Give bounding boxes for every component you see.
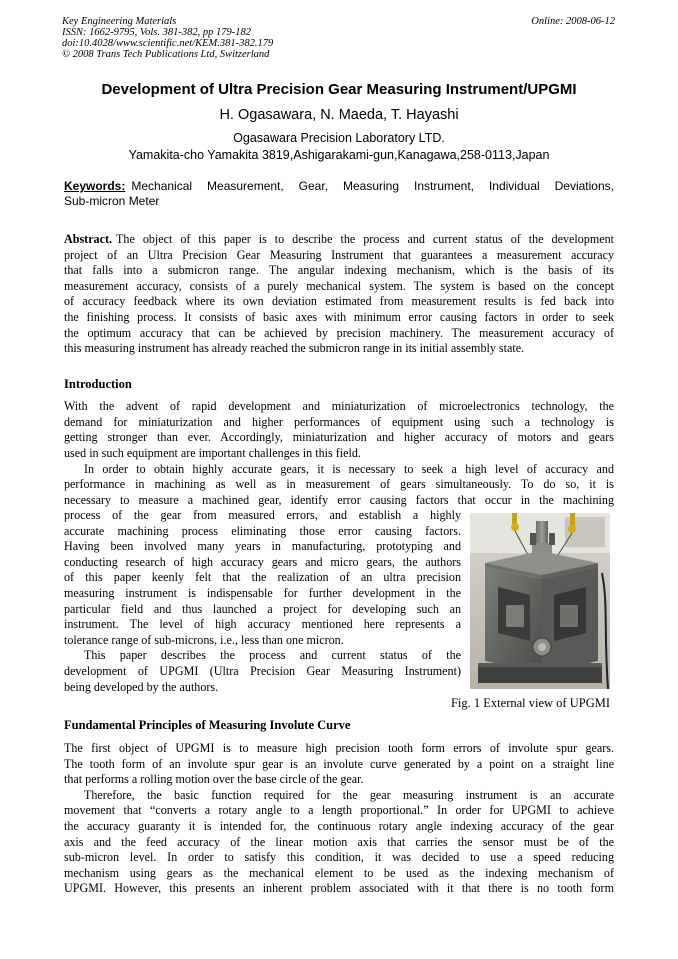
intro-line: Having been involved many years in manufacturing, prototyping and: [64, 539, 461, 554]
section-2-line: The first object of UPGMI is to measure high precision tooth form errors of involute spur gears.: [64, 741, 614, 755]
journal-issn: ISSN: 1662-9795, Vols. 381-382, pp 179-182: [62, 27, 251, 38]
abstract-line: of accuracy feedback where its own deviation estimated from measurement results is fed back into: [64, 294, 614, 309]
abstract-line: the optimum accuracy that can be achieved by precision machinery. The measurement accuracy of: [64, 325, 614, 340]
intro-line: This paper describes the process and current status of the: [84, 648, 461, 663]
section-2-line: The tooth form of an involute spur gear is an involute curve generated by a point on a straight line: [64, 756, 614, 771]
section-2-paragraph-1: [64, 741, 614, 788]
keywords: [64, 179, 614, 209]
intro-line: instrument. The level of high accuracy mentioned here represents a: [64, 617, 461, 632]
section-2-heading: Fundamental Principles of Measuring Involute Curve: [64, 718, 351, 732]
section-2-line: Therefore, the basic function required for the gear measuring instrument is an accurate: [84, 787, 614, 802]
figure-1-caption: Fig. 1 External view of UPGMI: [450, 696, 610, 710]
section-2-line: movement that “converts a rotary angle to a length proportional.” In order for UPGMI to achieve: [64, 803, 614, 818]
section-2-line: UPGMI. However, this presents an inherent problem associated with it that there is no tooth form: [64, 881, 614, 896]
affiliation: Ogasawara Precision Laboratory LTD.: [233, 131, 445, 145]
abstract-line: that falls into a submicron range. The angular indexing mechanism, which is the basis of its: [64, 263, 614, 278]
journal-name: Key Engineering Materials: [62, 16, 177, 27]
section-2-line: mechanism using gears as the mechanical element to be used as the indexing mechanism of: [64, 865, 614, 880]
abstract-label: Abstract.: [64, 232, 113, 246]
abstract-line: project of an Ultra Precision Gear Measuring Instrument that guarantees a measurement accuracy: [64, 247, 614, 262]
intro-line: being developed by the authors.: [64, 679, 219, 694]
section-2-line: that performs a rolling motion over the base circle of the gear.: [64, 772, 364, 787]
keywords-label: Keywords:: [64, 179, 126, 193]
introduction-paragraph-2: [64, 462, 614, 509]
section-2-line: sub-micron level. In order to satisfy this condition, it was decided to use a speed reducing: [64, 850, 614, 865]
intro-line: development of UPGMI (Ultra Precision Gear Measuring Instrument): [64, 663, 461, 678]
address: Yamakita-cho Yamakita 3819,Ashigarakami-gun,Kanagawa,258-0113,Japan: [128, 148, 550, 162]
section-2-line: axis and the feed accuracy of the linear motion axis that carries the sensor must be of the: [64, 834, 614, 849]
abstract: [64, 232, 614, 357]
journal-header: [62, 16, 322, 60]
intro-line: getting stronger than ever. Accordingly, miniaturization and higher accuracy of motors and gears: [64, 430, 614, 445]
abstract-line: The object of this paper is to describe the process and current status of the development: [116, 232, 614, 246]
abstract-line: measurement accuracy, consists of a purely mechanical system. The system is based on the concept: [64, 278, 614, 293]
intro-line: of this paper keenly felt that the realization of an ultra precision: [64, 570, 461, 585]
intro-line: demand for miniaturization and higher performances of equipment using such a technology is: [64, 414, 614, 429]
paper-authors: H. Ogasawara, N. Maeda, T. Hayashi: [219, 107, 459, 123]
abstract-line: this measuring instrument has already reached the submicron range in its initial assembly state.: [64, 341, 525, 356]
intro-line: With the advent of rapid development and miniaturization of microelectronics technology, the: [64, 399, 614, 413]
figure-1-photo: [470, 513, 610, 689]
section-2-line: the accuracy guaranty it is intended for, the continuous rotary angle indexing accuracy of the gear: [64, 818, 614, 833]
intro-line: particular field and thus launched a project for developing such an: [64, 601, 461, 616]
intro-line: tolerance range of sub-microns, i.e., less than one micron.: [64, 632, 344, 647]
intro-line: necessary to measure a machined gear, identify error causing factors that occur in the machining: [64, 492, 614, 507]
intro-line: used in such equipment are important challenges in this field.: [64, 445, 361, 460]
intro-line: measuring instrument is indispensable for further development in the: [64, 585, 461, 600]
keywords-line-2: Sub-micron Meter: [64, 194, 160, 208]
intro-line: In order to obtain highly accurate gears, it is necessary to seek a high level of accuracy and: [84, 461, 614, 476]
upgmi-photo-illustration: [470, 513, 610, 689]
intro-line: performance in machining as well as in measurement of gears simultaneously. To do so, it is: [64, 477, 614, 492]
online-date: Online: 2008-06-12: [531, 16, 615, 27]
introduction-paragraph-2-wrap: [64, 508, 461, 695]
introduction-paragraph-1: [64, 399, 614, 461]
introduction-heading: Introduction: [64, 377, 132, 391]
keywords-line-1: Mechanical Measurement, Gear, Measuring Instrument, Individual Deviations,: [131, 179, 614, 193]
section-2-paragraph-2: [64, 788, 614, 897]
journal-doi: doi:10.4028/www.scientific.net/KEM.381-382.179: [62, 38, 274, 49]
paper-title: Development of Ultra Precision Gear Measuring Instrument/UPGMI: [101, 81, 577, 98]
journal-copyright: © 2008 Trans Tech Publications Ltd, Switzerland: [62, 49, 270, 60]
abstract-line: the finishing process. It consists of basic axes with minimum error causing factors in order to seek: [64, 309, 614, 324]
intro-line: accurate machining process eliminating those error causing factors.: [64, 523, 461, 538]
intro-line: conducting research of high accuracy gears and micro gears, the authors: [64, 554, 461, 569]
intro-line: process of the gear from measured errors, and establish a highly: [64, 508, 461, 522]
